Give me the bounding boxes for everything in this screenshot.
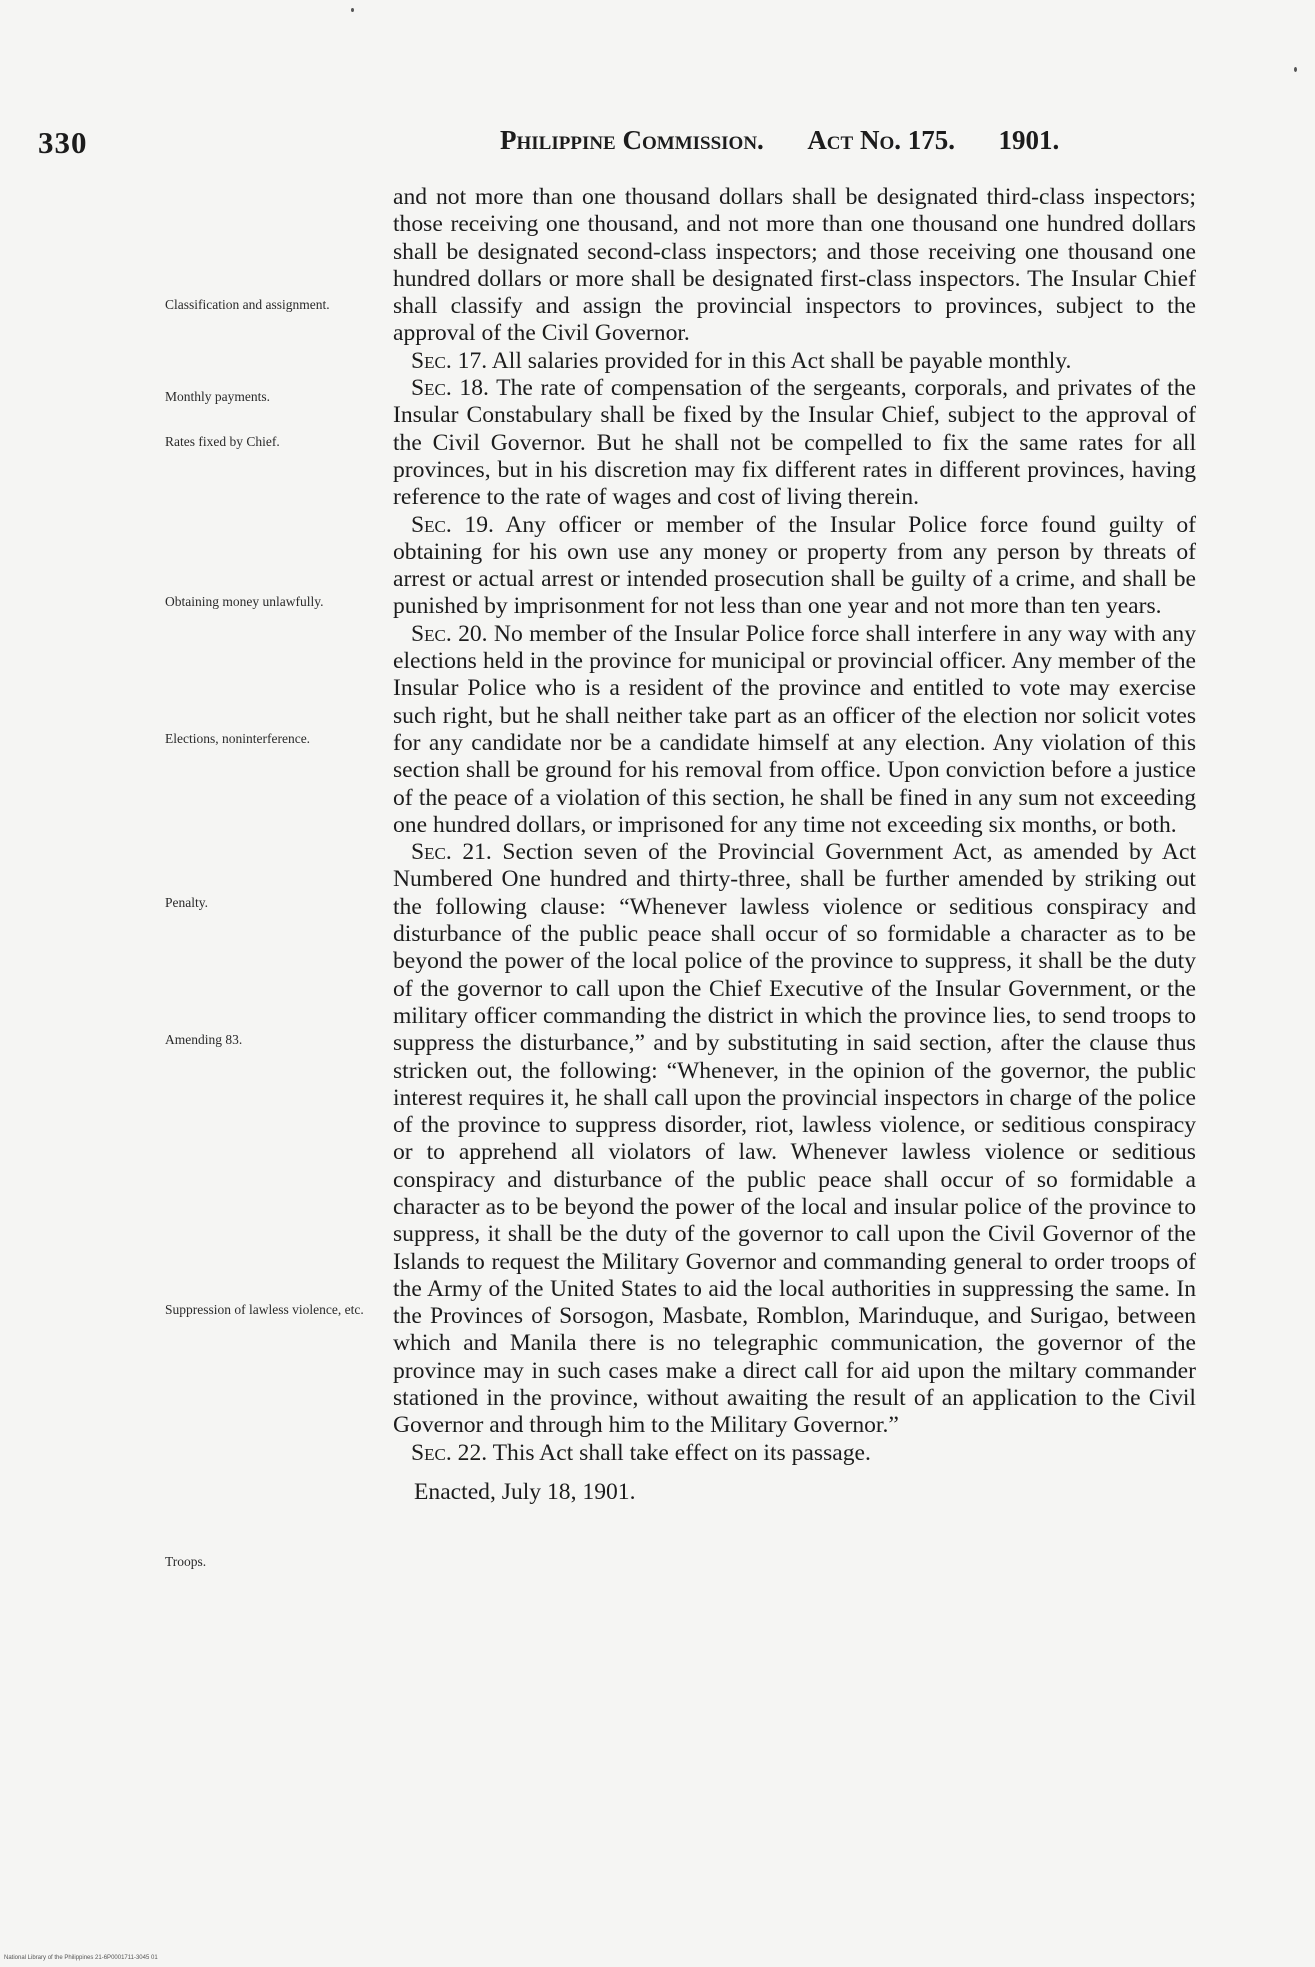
section-17 <box>393 348 1196 375</box>
margin-note: Penalty. <box>165 895 208 910</box>
margin-note: Amending 83. <box>165 1032 243 1047</box>
margin-note: Classification and assignment. <box>165 297 330 312</box>
section-18 <box>393 375 1196 511</box>
page-number: 330 <box>38 125 88 160</box>
paragraph-text: No member of the Insular Police force shall interfere in any way with any elections held in the province for municipal or provincial officer. Any member of the Insular Police who is a resident of the province and entitled to vote may exercise such right, but he shall neither take part as an officer of the election nor solicit votes for any candidate nor be a candidate himself at any election. Any violation of this section shall be ground for his removal from office. Upon conviction before a justice of the peace of a violation of this section, he shall be fined in any sum not exceeding one hundred dollars, or imprisoned for any time not exceeding six months, or both. <box>393 620 1196 838</box>
library-footer: National Library of the Philippines 21-6P0001711-3045 01 <box>4 1955 158 1961</box>
section-number: Sec. 17. <box>411 347 488 374</box>
section-number: Sec. 19. <box>411 511 494 538</box>
margin-note: Obtaining money unlawfully. <box>165 594 324 609</box>
section-number: Sec. 20. <box>411 620 488 647</box>
section-19 <box>393 512 1196 621</box>
section-20 <box>393 621 1196 839</box>
paragraph-text: Any officer or member of the Insular Police force found guilty of obtaining for his own use any money or property from any person by threats of arrest or actual arrest or intended prosecution shall be guilty of a crime, and shall be punished by imprisonment for not less than one year and not more than ten years. <box>393 511 1196 620</box>
paragraph-text: Section seven of the Provincial Government Act, as amended by Act Numbered One hundred and thirty-three, shall be further amended by striking out the following clause: “Whenever lawless violence or seditious conspiracy and disturbance of the public peace shall occur of so formidable a character as to be beyond the power of the local police of the province to suppress, it shall be the duty of the governor to call upon the Chief Executive of the Insular Government, or the military officer commanding the district in which the province lies, to send troops to suppress the disturbance,” and by substituting in said section, after the clause thus stricken out, the following: “Whenever, in the opinion of the governor, the public interest requires it, he shall call upon the provincial inspectors in charge of the police of the province to suppress disorder, riot, lawless violence, or seditious conspiracy or to apprehend all violators of law. Whenever lawless violence or seditious conspiracy and disturbance of the public peace shall occur of so formidable a character as to be beyond the power of the local and insular police of the province to suppress, it shall be the duty of the governor to call upon the Civil Governor of the Islands to request the Military Governor and commanding general to order troops of the Army of the United States to aid the local authorities in suppressing the same. In the Provinces of Sorsogon, Masbate, Romblon, Marinduque, and Surigao, between which and Manila there is no telegraphic communication, the governor of the province may in such cases make a direct call for aid upon the miltary commander stationed in the province, without awaiting the result of an application to the Civil Governor and through him to the Military Governor.” <box>393 839 1196 1439</box>
paragraph-text: All salaries provided for in this Act shall be payable monthly. <box>491 347 1072 374</box>
margin-note: Suppression of lawless violence, etc. <box>165 1302 364 1317</box>
act-year: 1901. <box>998 125 1060 155</box>
scan-speck <box>351 8 354 12</box>
body-text <box>393 184 1196 1506</box>
section-22 <box>393 1440 1196 1467</box>
section-21 <box>393 839 1196 1440</box>
margin-note: Rates fixed by Chief. <box>165 434 280 449</box>
act-number: Act No. 175. <box>807 125 955 155</box>
running-head <box>500 125 1090 156</box>
section-number: Sec. 18. <box>411 375 489 402</box>
margin-note: Elections, noninterference. <box>165 731 311 746</box>
section-number: Sec. 22. <box>411 1439 488 1466</box>
section-number: Sec. 21. <box>411 839 492 866</box>
enactment-date: Enacted, July 18, 1901. <box>414 1478 636 1505</box>
margin-note: Troops. <box>165 1554 207 1569</box>
commission-name: Philippine Commission. <box>500 125 764 155</box>
margin-note: Monthly payments. <box>165 389 270 404</box>
scan-speck <box>1294 67 1297 72</box>
paragraph-text: This Act shall take effect on its passage. <box>492 1439 871 1466</box>
paragraph-text: The rate of compensation of the sergeants, corporals, and privates of the Insular Constabulary shall be fixed by the Insular Chief, subject to the approval of the Civil Governor. But he shall not be compelled to fix the same rates for all provinces, but in his discretion may fix different rates in different provinces, having reference to the rate of wages and cost of living therein. <box>393 375 1196 511</box>
paragraph-continuation <box>393 184 1196 348</box>
paragraph-text: and not more than one thousand dollars shall be designated third-class inspectors; those receiving one thousand, and not more than one thousand one hundred dollars shall be designated second-class inspectors; and those receiving one thousand one hundred dollars or more shall be designated first-class inspectors. The Insular Chief shall classify and assign the provincial inspectors to provinces, subject to the approval of the Civil Governor. <box>393 184 1196 347</box>
